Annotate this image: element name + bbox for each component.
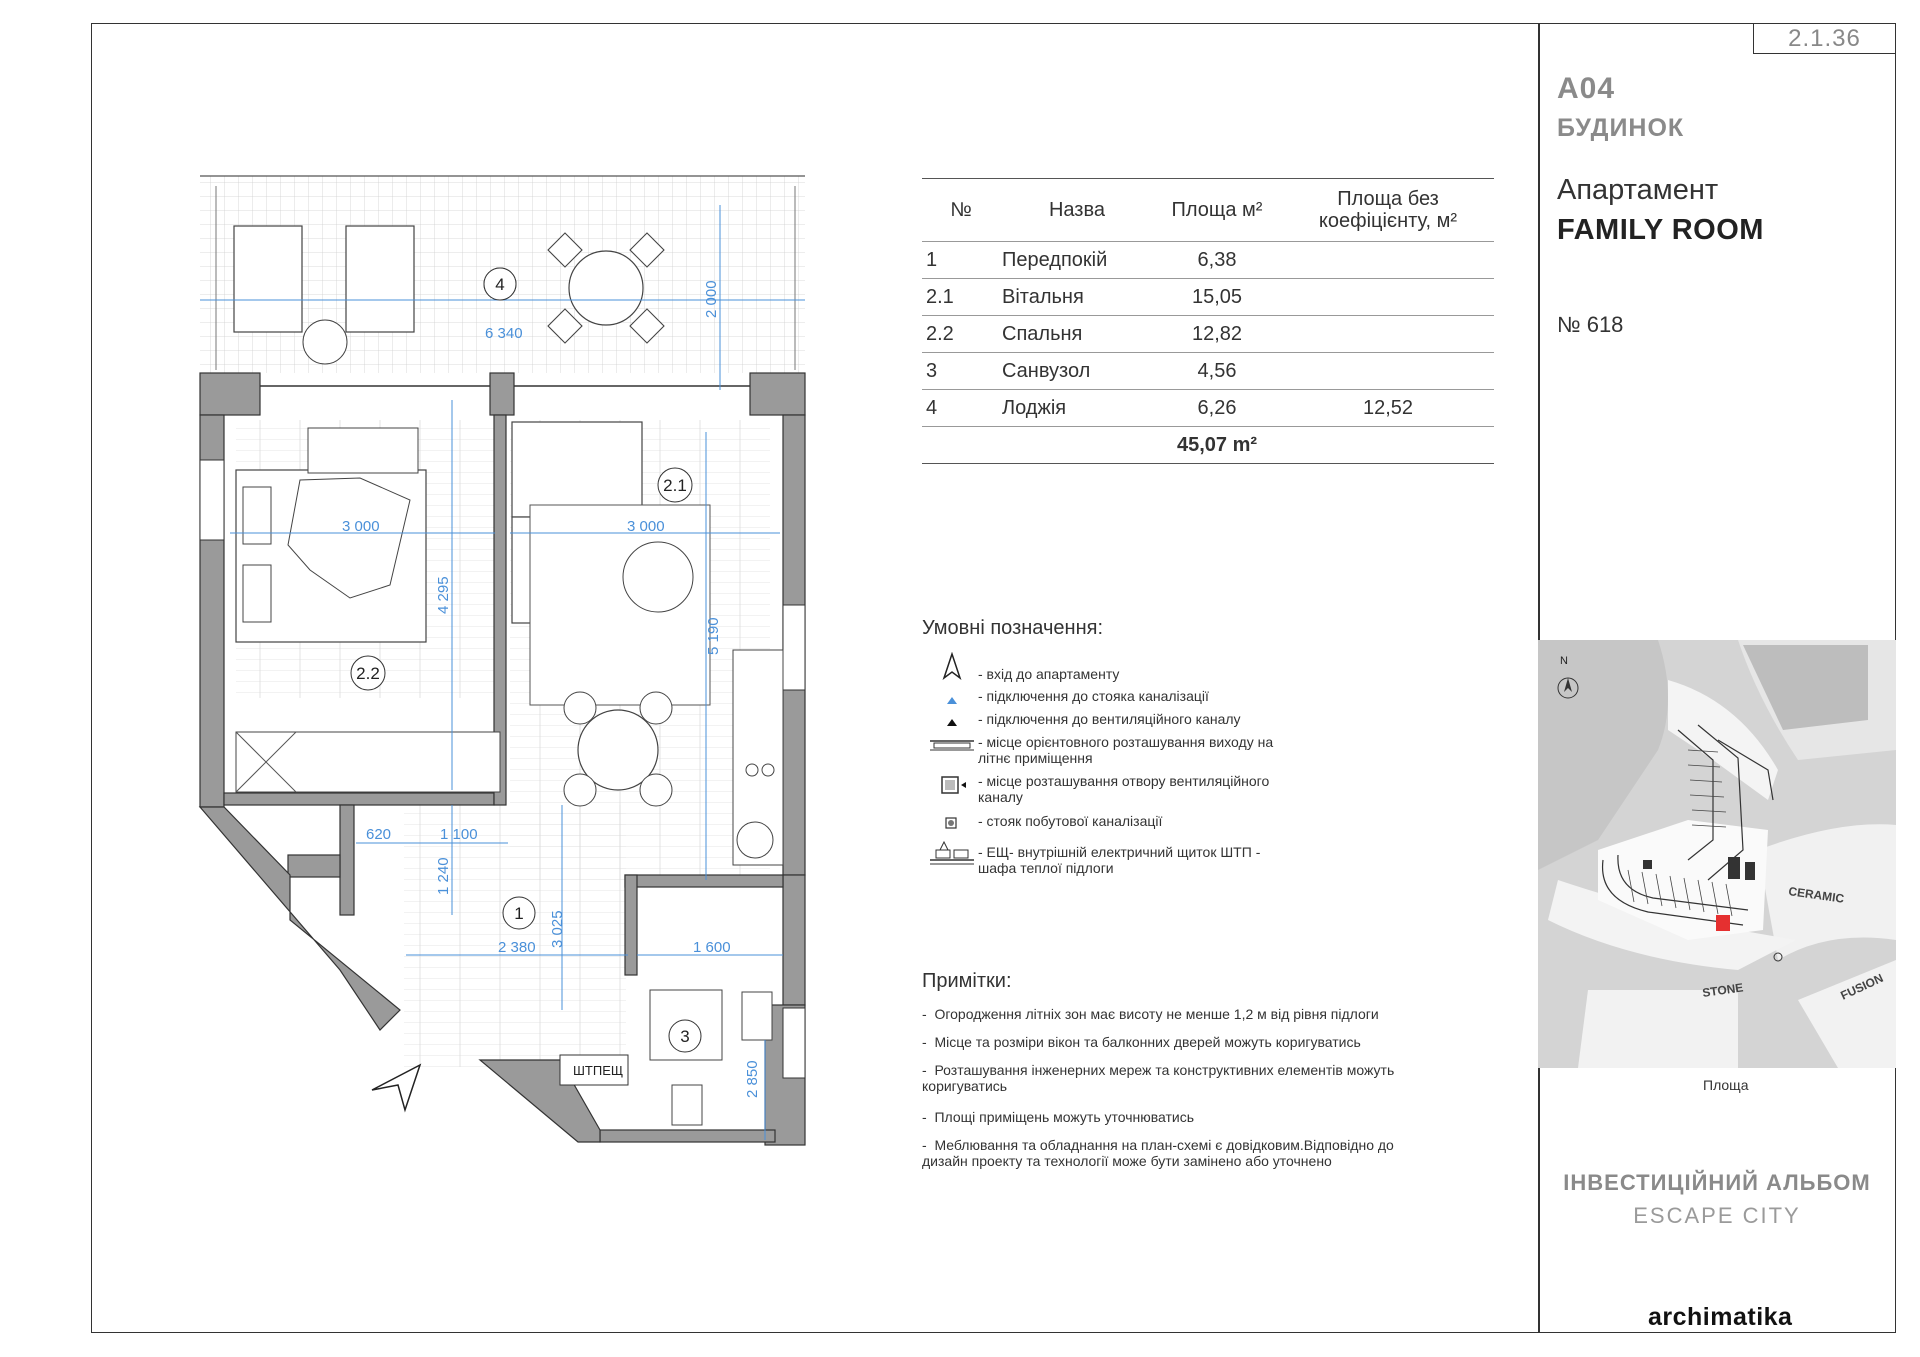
table-row xyxy=(922,390,1494,427)
wall xyxy=(750,373,805,415)
dimension-label: 3 025 xyxy=(549,910,566,948)
apartment-label: Апартамент xyxy=(1557,174,1719,206)
table-total-row xyxy=(922,427,1494,464)
note-text: Площі приміщень можуть уточнюватись xyxy=(934,1109,1195,1125)
sheet-number: 2.1.36 xyxy=(1753,23,1896,54)
apartment-number: № 618 xyxy=(1557,312,1624,337)
album-title: ІНВЕСТИЦІЙНИЙ АЛЬБОМ xyxy=(1563,1170,1871,1195)
album-subtitle: ESCAPE CITY xyxy=(1633,1203,1801,1228)
table-row xyxy=(922,279,1494,316)
pillow xyxy=(243,487,271,544)
legend-item: - місце розташування отвору вентиляційного каналу xyxy=(978,773,1270,805)
dimension-label: 4 295 xyxy=(435,576,452,614)
dimension-label: 5 190 xyxy=(705,617,722,655)
coffee-table xyxy=(623,542,693,612)
row-name: Лоджія xyxy=(996,390,1152,427)
row-area-no-coef xyxy=(1282,242,1494,279)
table-header-row xyxy=(922,179,1494,242)
row-area: 6,38 xyxy=(1152,242,1282,279)
site-plan-drawing xyxy=(1538,640,1896,1068)
total-empty xyxy=(996,427,1152,464)
room-label: 3 xyxy=(680,1027,690,1046)
legend-item: - стояк побутової каналізації xyxy=(978,813,1163,829)
entrance-arrow-icon xyxy=(930,652,974,680)
row-area-no-coef xyxy=(1282,279,1494,316)
apartment-name: FAMILY ROOM xyxy=(1557,214,1764,246)
electric-panel-icon xyxy=(930,838,974,872)
legend-item: - ЕЩ- внутрішній електричний щиток ШТП - шафа теплої підлоги xyxy=(978,844,1261,876)
wardrobe xyxy=(236,732,500,792)
dimension-label: 2 850 xyxy=(744,1060,761,1098)
rug xyxy=(530,505,710,705)
total-empty xyxy=(1282,427,1494,464)
room-label: 1 xyxy=(514,904,524,923)
note-text: Розташування інженерних мереж та конструктивних елементів можуть коригуватись xyxy=(922,1062,1395,1094)
kitchen-counter xyxy=(733,650,783,865)
fusion-label: FUSION xyxy=(1838,970,1886,1003)
row-area: 12,82 xyxy=(1152,316,1282,353)
dimension-label: 2 000 xyxy=(703,280,720,318)
entrance-arrow-icon xyxy=(372,1065,420,1110)
dimension-label: 1 100 xyxy=(440,826,478,843)
header-name: Назва xyxy=(996,179,1152,242)
pillow xyxy=(243,565,271,622)
room-label: 2.1 xyxy=(663,476,687,495)
row-no: 1 xyxy=(922,242,996,279)
north-label: N xyxy=(1560,655,1568,667)
row-area-no-coef xyxy=(1282,316,1494,353)
header-area: Площа м² xyxy=(1152,179,1282,242)
note-text: Меблювання та обладнання на план-схемі є довідковим.Відповідно до дизайн проекту та технології може бути замінено або уточнено xyxy=(922,1137,1394,1169)
wall xyxy=(600,1130,775,1142)
sink xyxy=(742,992,772,1040)
wall xyxy=(490,373,514,415)
sunbed xyxy=(346,226,414,332)
bed-cover xyxy=(308,428,418,473)
apartment-location-marker xyxy=(1716,915,1730,931)
legend-item: - підключення до вентиляційного каналу xyxy=(978,711,1241,727)
header-no: № xyxy=(922,179,996,242)
side-table xyxy=(303,320,347,364)
dimension-label: 620 xyxy=(366,826,392,843)
panel-label: ШТПЕЩ xyxy=(573,1063,624,1078)
stone-label: STONE xyxy=(1701,980,1745,1000)
toilet xyxy=(672,1085,702,1125)
vent-opening-icon xyxy=(930,772,974,800)
legend-title: Умовні позначення: xyxy=(922,617,1103,639)
row-name: Санвузол xyxy=(996,353,1152,390)
note-item: - Місце та розміри вікон та балконних дверей можуть коригуватись xyxy=(922,1034,1361,1050)
dimension-label: 2 380 xyxy=(498,939,536,956)
wall xyxy=(625,875,783,887)
notes-title: Примітки: xyxy=(922,970,1012,992)
floor-plan xyxy=(195,170,835,1170)
area-table xyxy=(922,178,1494,464)
dimension-label: 1 600 xyxy=(693,939,731,956)
row-no: 3 xyxy=(922,353,996,390)
room-label: 4 xyxy=(495,275,505,294)
site-plan-caption: Площа xyxy=(1703,1077,1749,1093)
row-no: 2.2 xyxy=(922,316,996,353)
note-item: - Меблювання та обладнання на план-схемі є довідковим.Відповідно до дизайн проекту та технології може бути замінено або уточнено xyxy=(922,1137,1394,1169)
table-row xyxy=(922,316,1494,353)
table-row xyxy=(922,353,1494,390)
row-area-no-coef: 12,52 xyxy=(1282,390,1494,427)
row-area: 6,26 xyxy=(1152,390,1282,427)
wall xyxy=(625,875,637,975)
loggia-table xyxy=(569,251,643,325)
wall xyxy=(224,793,494,805)
ceramic-label: CERAMIC xyxy=(1787,884,1845,906)
wall xyxy=(200,373,260,415)
dimension-label: 6 340 xyxy=(485,325,523,342)
legend-item: - вхід до апартаменту xyxy=(978,666,1120,682)
sofa xyxy=(512,422,642,517)
wall xyxy=(783,875,805,1005)
note-text: Місце та розміри вікон та балконних дверей можуть коригуватись xyxy=(934,1034,1361,1050)
row-name: Вітальня xyxy=(996,279,1152,316)
sunbed xyxy=(234,226,302,332)
note-item: - Площі приміщень можуть уточнюватись xyxy=(922,1109,1195,1125)
site-plan-map xyxy=(1538,640,1896,1068)
table-row xyxy=(922,242,1494,279)
row-no: 2.1 xyxy=(922,279,996,316)
legend-item: - підключення до стояка каналізації xyxy=(978,688,1209,704)
dimension-label: 3 000 xyxy=(342,518,380,535)
note-item: - Розташування інженерних мереж та конструктивних елементів можуть коригуватись xyxy=(922,1062,1395,1094)
building-code: A04 xyxy=(1557,72,1616,105)
row-area: 4,56 xyxy=(1152,353,1282,390)
dimension-label: 1 240 xyxy=(435,857,452,895)
total-area: 45,07 m² xyxy=(1152,427,1282,464)
summer-exit-icon xyxy=(930,731,974,759)
row-name: Спальня xyxy=(996,316,1152,353)
header-area-no-coef: Площа без коефіцієнту, м² xyxy=(1282,179,1494,242)
row-no: 4 xyxy=(922,390,996,427)
note-text: Огородження літніх зон має висоту не менше 1,2 м від рівня підлоги xyxy=(934,1006,1379,1022)
wall xyxy=(288,855,340,877)
archimatika-logo: archimatika xyxy=(1648,1303,1793,1331)
row-area-no-coef xyxy=(1282,353,1494,390)
room-label: 2.2 xyxy=(356,664,380,683)
row-area: 15,05 xyxy=(1152,279,1282,316)
building-label: БУДИНОК xyxy=(1557,114,1685,142)
dimension-label: 3 000 xyxy=(627,518,665,535)
total-empty xyxy=(922,427,996,464)
sewer-riser-icon xyxy=(930,810,974,838)
row-name: Передпокій xyxy=(996,242,1152,279)
note-item: - Огородження літніх зон має висоту не менше 1,2 м від рівня підлоги xyxy=(922,1006,1379,1022)
wall xyxy=(340,805,354,915)
legend-item: - місце орієнтовного розташування виходу на літнє приміщення xyxy=(978,734,1274,766)
